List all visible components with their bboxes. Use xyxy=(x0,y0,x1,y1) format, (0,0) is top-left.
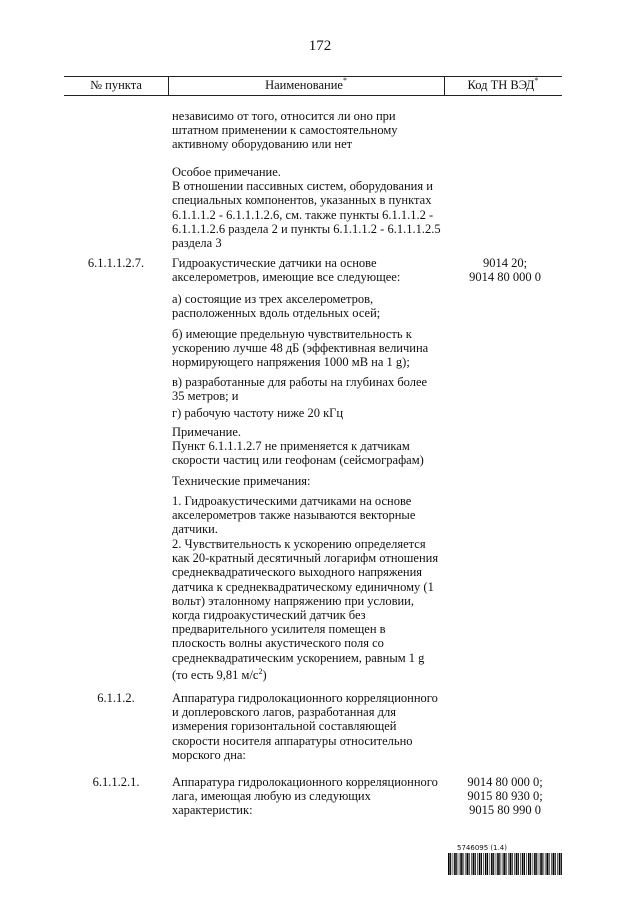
list-item: в) разработанные для работы на глубинах более 35 метров; и xyxy=(172,375,428,404)
row-code: 9014 20; 9014 80 000 0 xyxy=(469,256,541,285)
row-number: 6.1.1.2. xyxy=(97,691,135,705)
row-code: 9014 80 000 0; 9015 80 930 0; 9015 80 990 0 xyxy=(467,775,543,818)
header-col-number xyxy=(64,78,168,93)
header-bottom-rule xyxy=(64,95,562,96)
row-name: Аппаратура гидролокационного корреляционного лага, имеющая любую из следующих характеристик: xyxy=(172,775,438,818)
row-number: 6.1.1.2.1. xyxy=(92,775,140,789)
header-top-rule xyxy=(64,76,562,77)
row-name: Гидроакустические датчики на основе акселерометров, имеющие все следующее: xyxy=(172,256,401,285)
tech-note: 1. Гидроакустическими датчиками на основе акселерометров также называются векторные датчики. xyxy=(172,494,416,537)
header-col-name-label: Наименование xyxy=(265,78,343,92)
row-name: Аппаратура гидролокационного корреляционного и доплеровского лагов, разработанная для измерения горизонтальной составляющей скорости носителя аппаратуры относительно морского дна: xyxy=(172,691,438,762)
barcode xyxy=(448,853,562,875)
footnote-mark: * xyxy=(342,76,347,85)
list-item: г) рабочую частоту ниже 20 кГц xyxy=(172,406,344,420)
list-item: б) имеющие предельную чувствительность к ускорению лучше 48 дБ (эффективная величина нормирующего напряжения 1000 мВ на 1 g); xyxy=(172,327,429,370)
tech-note-text-end: ) xyxy=(262,667,267,682)
tech-notes-title: Технические примечания: xyxy=(172,474,311,488)
special-note: Особое примечание. В отношении пассивных систем, оборудования и специальных компонентов, указанных в пунктах 6.1.1.1.2 - 6.1.1.1.2.6, см. также пункты 6.1.1.1.2 - 6.1.1.1.2.6 раздела 2 и пункты 6.1.1.1.2 - 6.1.1.1.2.5 раздела 3 xyxy=(172,165,441,251)
header-col-number-label: № пункта xyxy=(90,78,142,92)
list-item: а) состоящие из трех акселерометров, расположенных вдоль отдельных осей; xyxy=(172,292,381,321)
tech-note xyxy=(172,537,442,682)
tech-note-text: 2. Чувствительность к ускорению определяется как 20-кратный десятичный логарифм отношения среднеквадратического выходного напряжения датчика к среднеквадратическому единичному (1 вольт) эталонному напряжению при условии, когда гидроакустический датчик без предварительного усилителя помещен в плоскость волны акустического поля со среднеквадратическим ускорением, равным 1 g (то есть 9,81 м/с xyxy=(172,537,439,682)
page-number: 172 xyxy=(308,38,332,54)
text-block: независимо от того, относится ли оно при штатном применении к самостоятельному активному оборудованию или нет xyxy=(172,109,398,152)
header-col-code-label: Код ТН ВЭД xyxy=(467,78,535,92)
header-col-code xyxy=(444,78,562,93)
row-number: 6.1.1.1.2.7. xyxy=(87,256,145,270)
barcode-number: 5746095 (1.4) xyxy=(457,844,507,852)
footnote-mark: * xyxy=(534,76,539,85)
header-col-name xyxy=(168,78,444,93)
superscript: 2 xyxy=(258,666,263,676)
note: Примечание. Пункт 6.1.1.1.2.7 не применяется к датчикам скорости частиц или геофонам (сейсмографам) xyxy=(172,425,424,468)
